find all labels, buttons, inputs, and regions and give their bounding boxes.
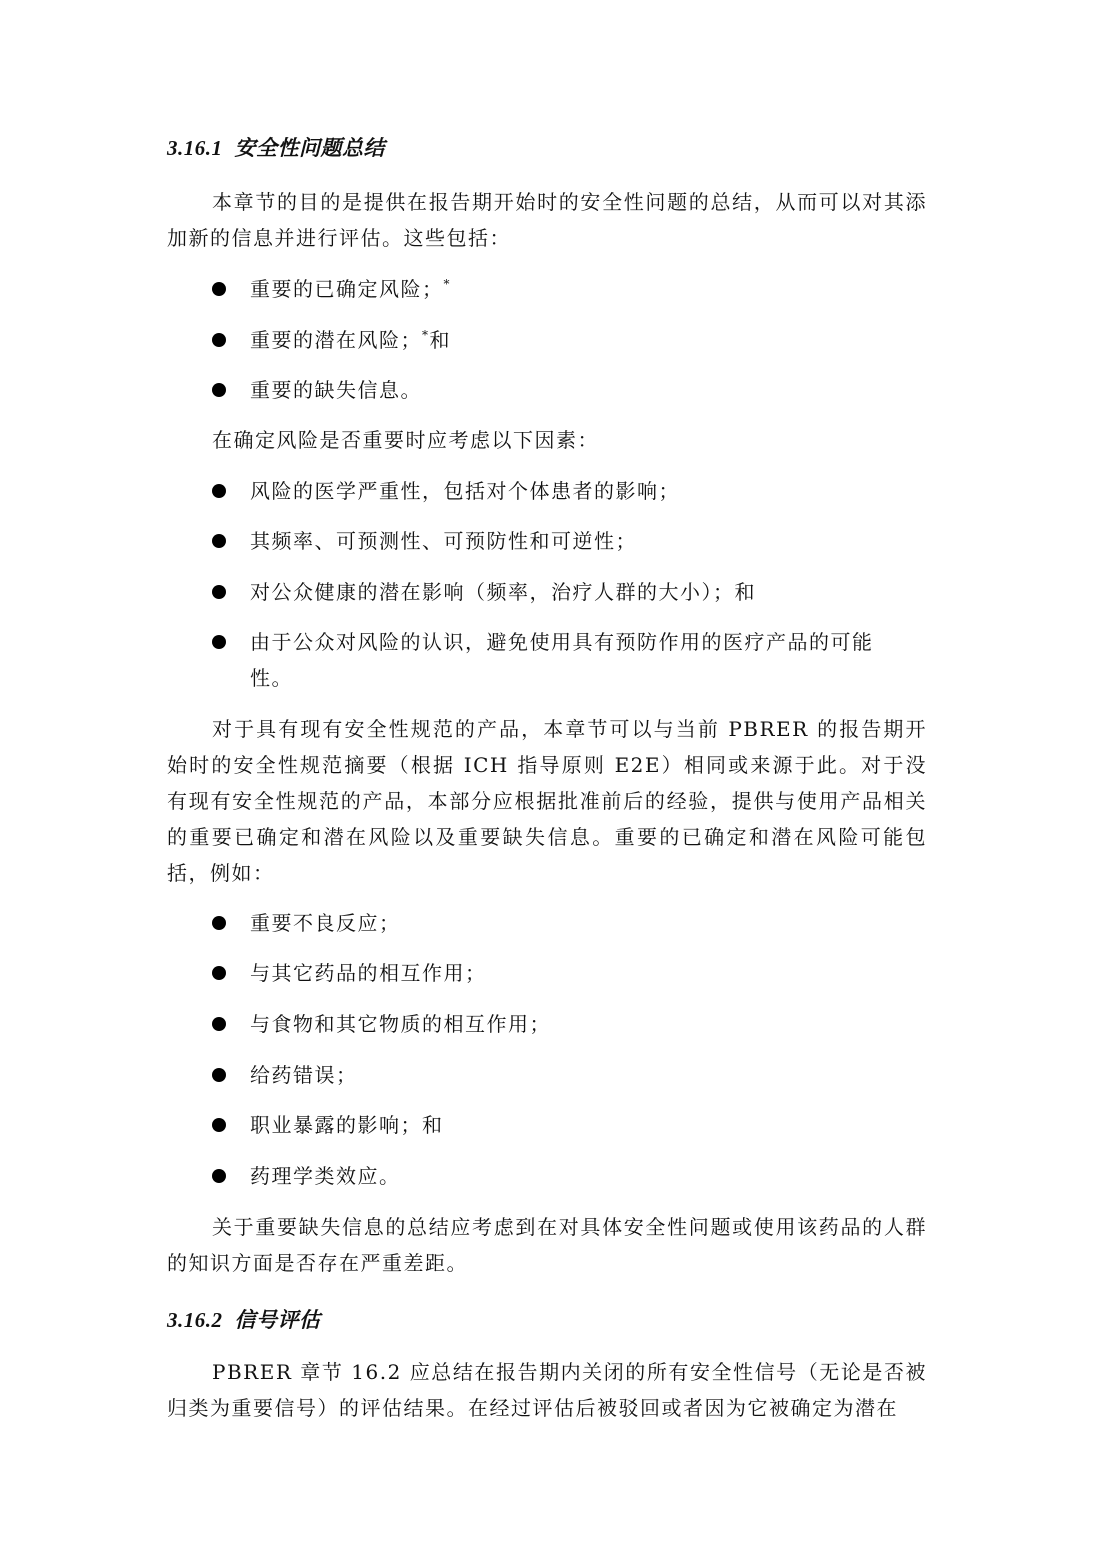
list-item-text: 药理学类效应。 <box>250 1164 401 1188</box>
bullet-icon <box>212 1118 226 1132</box>
bullet-icon <box>212 916 226 930</box>
bullet-icon <box>212 1169 226 1183</box>
intro-paragraph: 本章节的目的是提供在报告期开始时的安全性问题的总结，从而可以对其添加新的信息并进行评估。这些包括： <box>167 190 927 250</box>
section-title: 信号评估 <box>234 1307 321 1332</box>
list-item <box>212 322 927 358</box>
section-title: 安全性问题总结 <box>234 135 385 160</box>
list-item-text: 职业暴露的影响；和 <box>250 1113 444 1137</box>
list-item-text: 对公众健康的潜在影响（频率，治疗人群的大小）；和 <box>250 580 756 604</box>
section-number: 3.16.1 <box>167 136 223 160</box>
list-item <box>212 624 927 696</box>
section-heading-3-16-1 <box>167 132 385 162</box>
section-number: 3.16.2 <box>167 1308 223 1332</box>
bullet-icon <box>212 333 226 347</box>
list-item <box>212 523 927 559</box>
list-item <box>212 372 927 408</box>
list-item <box>212 1057 927 1093</box>
document-page <box>167 0 927 1557</box>
list-item-text: 其频率、可预测性、可预防性和可逆性； <box>250 529 637 553</box>
list-item-text: 给药错误； <box>250 1063 358 1087</box>
list-item-text: 重要的潜在风险； <box>250 328 422 352</box>
list-item <box>212 1107 927 1143</box>
list-item <box>212 905 927 941</box>
bullet-icon <box>212 1068 226 1082</box>
signal-paragraph: PBRER 章节 16.2 应总结在报告期内关闭的所有安全性信号（无论是否被归类为重要信号）的评估结果。在经过评估后被驳回或者因为它被确定为潜在 <box>167 1360 927 1420</box>
footnote-marker: * <box>443 277 451 291</box>
bullet-icon <box>212 534 226 548</box>
list-item <box>212 473 927 509</box>
bullet-icon <box>212 282 226 296</box>
list-item <box>212 955 927 991</box>
list-item <box>212 574 927 610</box>
footnote-marker: * <box>422 328 430 342</box>
section-heading-3-16-2 <box>167 1304 321 1334</box>
spec-paragraph: 对于具有现有安全性规范的产品，本章节可以与当前 PBRER 的报告期开始时的安全性规范摘要（根据 ICH 指导原则 E2E）相同或来源于此。对于没有现有安全性规范的产品，本部分应根据批准前后的经验，提供与使用产品相关的重要已确定和潜在风险以及重要缺失信息。重要的已确定和潜在风险可能包括，例如： <box>167 717 927 885</box>
list-item-text: 风险的医学严重性，包括对个体患者的影响； <box>250 479 680 503</box>
bullet-icon <box>212 383 226 397</box>
list-item <box>212 1006 927 1042</box>
list-item-suffix: 和 <box>429 328 451 352</box>
list-item <box>212 271 927 307</box>
missing-info-paragraph: 关于重要缺失信息的总结应考虑到在对具体安全性问题或使用该药品的人群的知识方面是否存在严重差距。 <box>167 1215 927 1275</box>
bullet-icon <box>212 585 226 599</box>
bullet-icon <box>212 1017 226 1031</box>
list-item <box>212 1158 927 1194</box>
factors-intro: 在确定风险是否重要时应考虑以下因素： <box>212 428 599 452</box>
list-item-text: 重要不良反应； <box>250 911 401 935</box>
list-item-text: 重要的已确定风险； <box>250 277 444 301</box>
list-item-text: 与其它药品的相互作用； <box>250 961 487 985</box>
list-item-text: 重要的缺失信息。 <box>250 378 422 402</box>
bullet-icon <box>212 484 226 498</box>
bullet-icon <box>212 966 226 980</box>
bullet-icon <box>212 635 226 649</box>
list-item-text: 由于公众对风险的认识，避免使用具有预防作用的医疗产品的可能性。 <box>250 630 874 690</box>
list-item-text: 与食物和其它物质的相互作用； <box>250 1012 551 1036</box>
